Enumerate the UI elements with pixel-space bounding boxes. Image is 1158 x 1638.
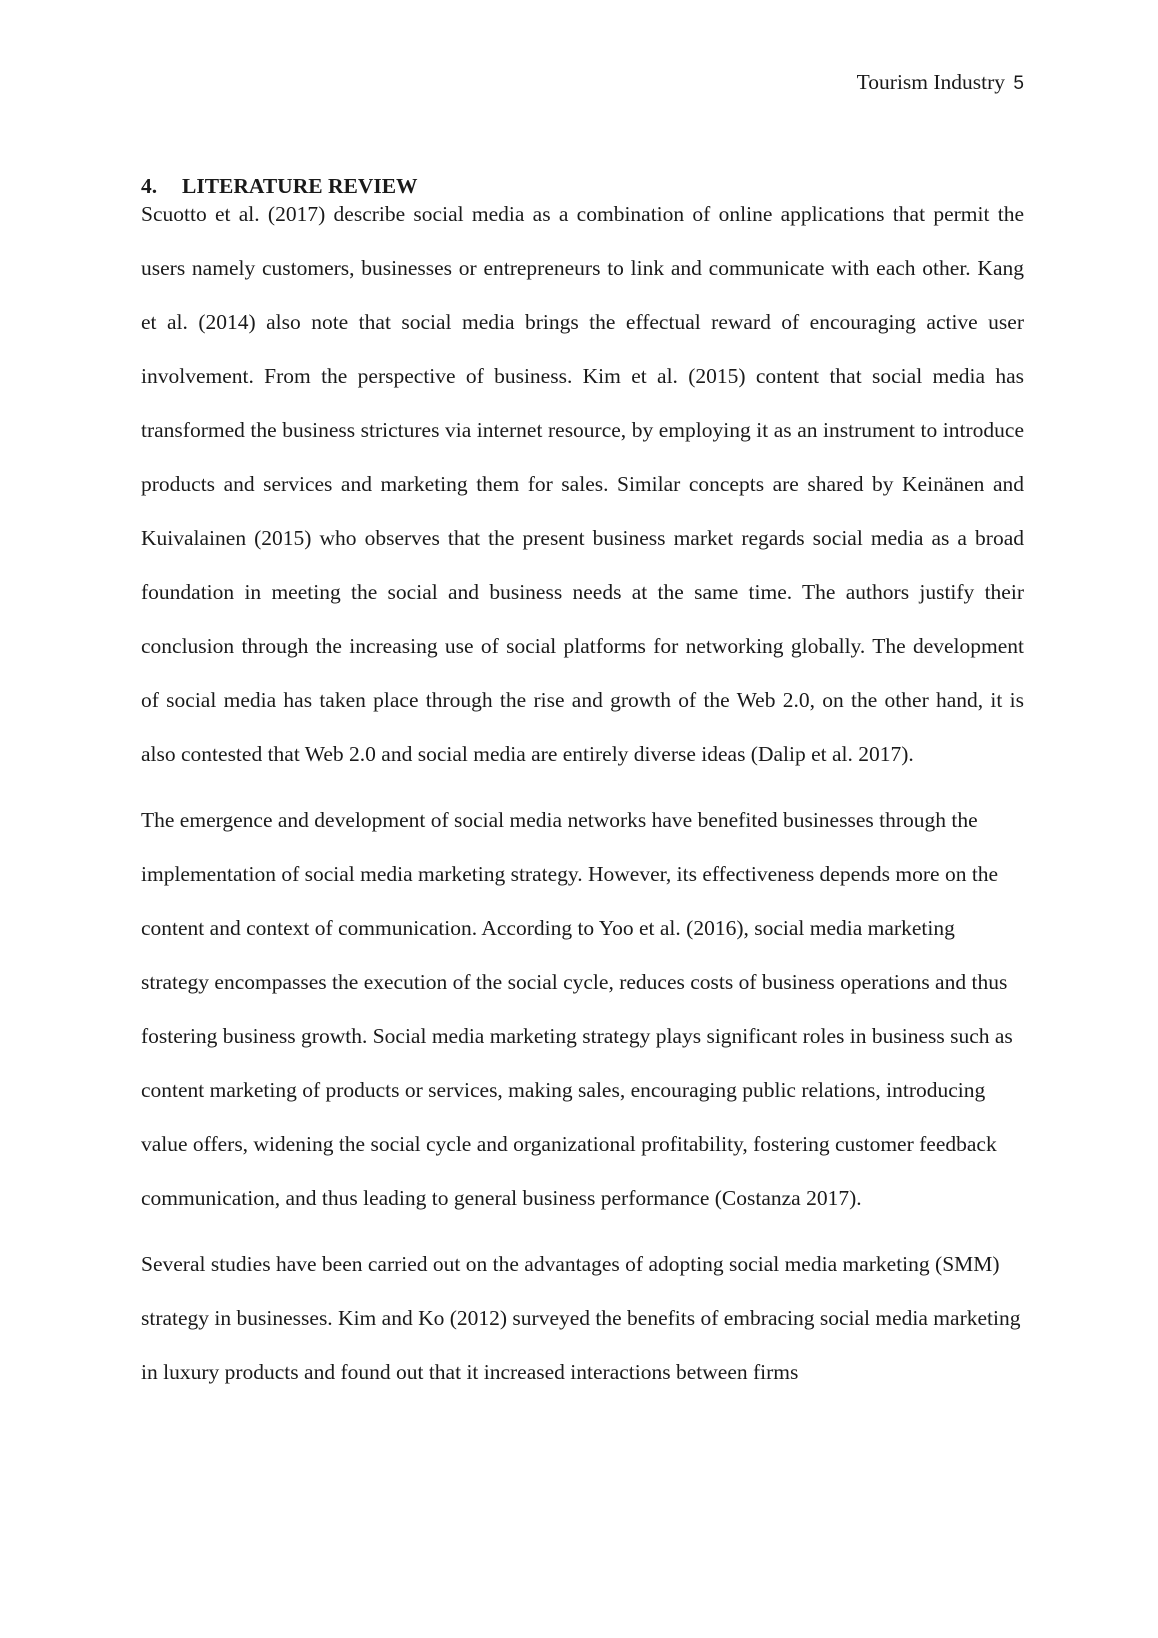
body-paragraph-1: Scuotto et al. (2017) describe social media as a combination of online applications that permit the users namely customers, businesses or entrepreneurs to link and communicate with each other. Kang et al. (2014) also note that social media brings the effectual reward of encouraging active user involvement. From the perspective of business. Kim et al. (2015) content that social media has transformed the business strictures via internet resource, by employing it as an instrument to introduce products and services and marketing them for sales. Similar concepts are shared by Keinänen and Kuivalainen (2015) who observes that the present business market regards social media as a broad foundation in meeting the social and business needs at the same time. The authors justify their conclusion through the increasing use of social platforms for networking globally. The development of social media has taken place through the rise and growth of the Web 2.0, on the other hand, it is also contested that Web 2.0 and social media are entirely diverse ideas (Dalip et al. 2017). — [141, 202, 1024, 766]
section-number: 4. — [141, 174, 158, 198]
page-number: 5 — [1013, 73, 1024, 94]
body-paragraph-3: Several studies have been carried out on the advantages of adopting social media marketing (SMM) strategy in businesses. Kim and Ko (2012) surveyed the benefits of embracing social media marketing in luxury products and found out that it increased interactions between firms — [141, 1252, 1021, 1384]
body-paragraph-2: The emergence and development of social media networks have benefited businesses through the implementation of social media marketing strategy. However, its effectiveness depends more on the content and context of communication. According to Yoo et al. (2016), social media marketing strategy encompasses the execution of the social cycle, reduces costs of business operations and thus fostering business growth. Social media marketing strategy plays significant roles in business such as content marketing of products or services, making sales, encouraging public relations, introducing value offers, widening the social cycle and organizational profitability, fostering customer feedback communication, and thus leading to general business performance (Costanza 2017). — [141, 808, 1013, 1210]
document-body — [141, 172, 1024, 1399]
running-title: Tourism Industry — [856, 70, 1006, 94]
running-header — [857, 68, 1024, 98]
section-title: LITERATURE REVIEW — [182, 174, 418, 198]
